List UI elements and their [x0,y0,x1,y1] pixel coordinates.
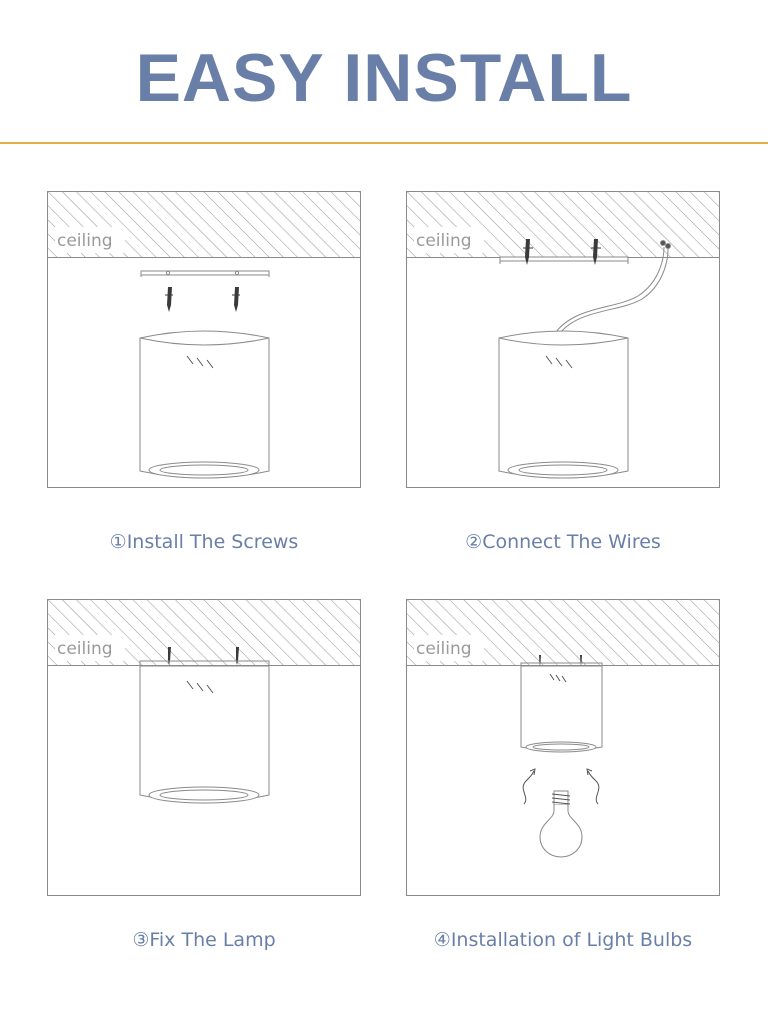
page-title: EASY INSTALL [135,40,633,116]
step-3-panel [47,599,361,896]
downlight-lamp [499,331,628,478]
step-4-caption: ④Installation of Light Bulbs [433,929,693,951]
downlight-lamp [521,663,602,752]
ceiling-label: ceiling [416,639,472,659]
ceiling-label: ceiling [57,639,113,659]
step-1-caption: ①Install The Screws [109,531,299,553]
step-1-panel [47,191,361,488]
step-3-caption: ③Fix The Lamp [132,929,276,951]
header-divider [0,142,768,144]
ceiling-label: ceiling [57,231,113,251]
ceiling-label: ceiling [416,231,472,251]
step-2-caption: ②Connect The Wires [465,531,661,553]
downlight-lamp [140,331,269,478]
step-4-panel [406,599,720,896]
step-2-panel [406,191,720,488]
downlight-lamp [140,661,269,803]
